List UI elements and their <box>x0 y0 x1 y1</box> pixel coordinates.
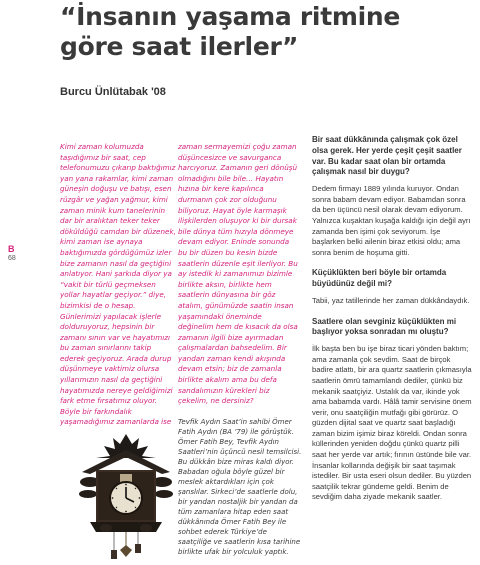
question-3: Saatlere olan sevginiz küçüklükten mi başlıyor yoksa sonradan mı oluştu? <box>312 316 457 337</box>
section-letter: B <box>8 244 15 254</box>
cuckoo-clock-icon <box>79 434 173 559</box>
author-byline: Burcu Ünlütabak '08 <box>60 86 166 98</box>
interview-intro: Tevfik Aydın Saat’in sahibi Ömer Fatih Aydın (BA ’79) ile görüştük. Ömer Fatih Bey, Tevfik Aydın Saatleri’nin üçüncü nesil temsilcisi. Bu dükkân bize miras kaldı diyor. Babadan oğula böyle güzel bir meslek aktardıkları için çok şanslılar. Sirkeci’de saatlerle dolu, bir yandan nostaljik bir yandan da tüm zamanlara hitap eden saat dükkânında Ömer Fatih Bey ile sohbet ederek Türkiye’de saatçiliğe ve saatlerin kısa tarihine birlikte ufak bir yolculuk yaptık. <box>178 418 302 556</box>
interview-column <box>312 135 472 513</box>
answer-3: İlk başta ben bu işe biraz ticari yönden baktım; ama zamanla çok sevdim. Saat de birçok badire atlattı, bir ara quartz saatlerin çıkmasıyla saatlerin ömrü tamamlandı dediler, çünkü biz mekanik saatçiyiz. Ustalık da var, ikinde yok ama babamda vardı. Hâlâ tamir servisine önem verir, onu saatçiliğin mutfağı gibi görürüz. O güzden dijital saat ve quartz saat başladığı zaman bizim işimiz biraz köreldi. Ondan sonra küllerinden yeniden doğdu çünkü quartz pilli saat her yerde var artık; fırının üstünde bile var. İnsanlar kollarında değişik bir saat taşımak istediler. Bir usta eseri olsun dediler. Bu yüzden saatçilik tekrar gündeme geldi. Benim de sevdiğim daha ziyade mekanik saatler. <box>312 344 472 502</box>
question-1: Bir saat dükkânında çalışmak çok özel olsa gerek. Her yerde çeşit çeşit saatler var. Bu kadar saat olan bir ortamda çalışmak nasıl bir duygu? <box>312 135 462 177</box>
cuckoo-clock-photo <box>76 432 176 560</box>
answer-2: Tabii, yaz tatillerinde her zaman dükkândaydık. <box>312 295 470 305</box>
intro-column-2: zaman sermayemizi çoğu zaman düşüncesizce ve savurganca harcıyoruz. Zamanın geri dönüşü olmadığını bile bile… Hayatın hızına bir kere kapılınca durmanın çok zor olduğunu biliyoruz. Hayat öyle karmaşık ilişkilerden oluşuyor ki bir dursak bile dünya tüm hızıyla dönmeye devam ediyor. Eninde sonunda bu bir düzen bu kesin bizde saatlerin düzenle eşit ilerliyor. Bu ay istedik ki zamanımızı bizimle birlikte aksın, birlikte hem saatlerin dünyasına bir göz atalım, günümüzde saatin insan yaşamındaki öneminde değinelim hem de kısacık da olsa zamanın ilgili bize ayırmadan çalışmalardan bahsedelim. Bir yandan zaman kendi akışında devam etsin; biz de zamanla birlikte akalım ama bu defa sandalımızın kürekleri biz çekelim, ne dersiniz? <box>178 142 298 406</box>
intro-column-1: Kimi zaman kolumuzda taşıdığımız bir saat, cep telefonumuzu çıkarıp baktığımız yan yana rakamlar, kimi zaman güneşin doğuşu ve batışı, esen rüzgâr ve yağan yağmur, kimi zaman minik kum tanelerinin dar bir aralıktan teker teker döküldüğü camdan bir düzenek, kimi zaman ise aynaya baktığımızda gördüğümüz izler bize zamanın nasıl da geçtiğini anlatıyor. Hani şarkıda diyor ya “vakit bir türlü geçmeksen yollar hayatlar geçiyor.” diye, bizimkisi de o hesap. Günlerimizi yapılacak işlerle dolduruyoruz, hepsinin bir zamanı sınırı var ve hayatımızı bu zaman sınırlarını takip ederek geçiyoruz. Arada durup düşünmeye vaktimiz olursa yıllarımızın nasıl da geçtiğini hayatımızda nereye geldiğimizi fark etme fırsatımız oluyor. Böyle bir farkındalık yaşamadığımız zamanlarda ise <box>60 142 176 427</box>
article-title: “İnsanın yaşama ritmine göre saat ilerler” <box>60 2 401 61</box>
page-number: 68 <box>8 255 16 262</box>
question-2: Küçüklükten beri böyle bir ortamda büyüdünüz değil mi? <box>312 268 447 289</box>
answer-1: Dedem firmayı 1889 yılında kuruyor. Ondan sonra babam devam ediyor. Babamdan sonra da ben üçüncü nesil olarak devam ediyorum. Yalnızca kuşaktan kuşağa kaldığı için değil ayrı zamanda ben işimi çok seviyorum. İşe başlarken belki ailenin biraz etkisi oldu; ama sonra benim de hoşuma gitti. <box>312 184 471 257</box>
